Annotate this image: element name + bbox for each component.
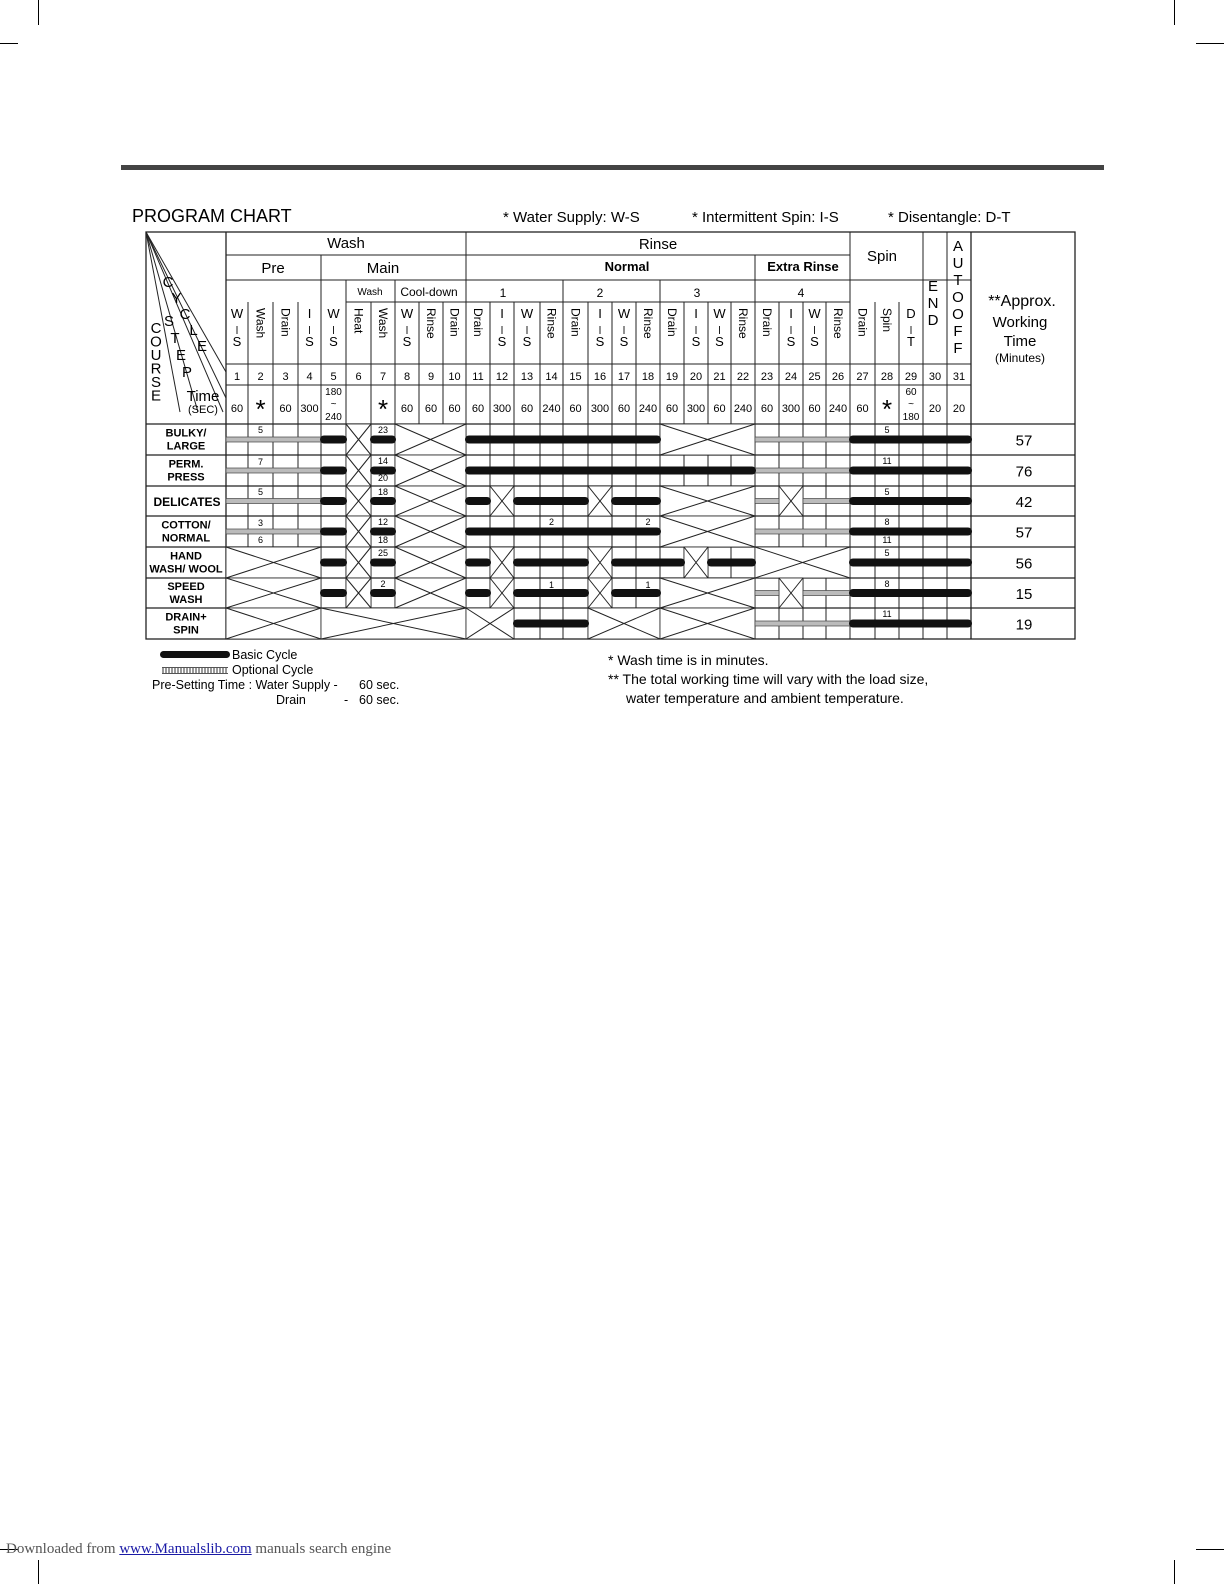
spin-time: 5 <box>884 425 890 435</box>
spin-time: 8 <box>884 517 890 527</box>
step-label: Rinse <box>544 308 559 339</box>
step-label: S <box>786 334 796 349</box>
course-name: LARGE <box>166 440 206 453</box>
auto-off-letter: U <box>952 255 964 272</box>
course-letter: U <box>150 347 162 364</box>
basic-cycle-bar <box>370 497 396 505</box>
step-number: 16 <box>593 371 607 383</box>
step-label: W <box>808 306 821 321</box>
basic-cycle-bar <box>849 589 972 597</box>
auto-off-letter: A <box>952 238 964 255</box>
cycle-letter: C <box>179 306 191 323</box>
rinse-3-label: 3 <box>693 286 701 300</box>
wash-time: 14 <box>377 456 389 466</box>
course-name: DELICATES <box>153 495 221 509</box>
footer <box>6 1541 391 1558</box>
step-time: ~ <box>330 399 337 410</box>
footer-link[interactable]: www.Manualslib.com <box>119 1541 252 1557</box>
step-time: 300 <box>686 403 706 415</box>
wash-time: 25 <box>377 548 389 558</box>
basic-cycle-bar <box>513 497 589 505</box>
notes-block <box>608 651 928 708</box>
basic-cycle-bar <box>707 559 756 567</box>
step-time: 240 <box>733 403 753 415</box>
step-time: 180 <box>902 412 920 423</box>
step-label: I <box>789 306 793 321</box>
step-number: 1 <box>233 371 241 383</box>
step-label: Rinse <box>424 308 438 339</box>
optional-cycle-bar <box>803 499 850 504</box>
basic-cycle-bar <box>465 436 661 444</box>
spin-time: 8 <box>884 579 890 589</box>
basic-cycle-bar <box>513 589 589 597</box>
end-letter: E <box>927 278 939 295</box>
presetting-drain-label: Drain <box>276 693 306 707</box>
optional-cycle-bar <box>226 529 321 534</box>
step-label: Drain <box>278 308 293 337</box>
optional-cycle-bar <box>226 499 321 504</box>
step-number: 13 <box>520 371 534 383</box>
step-number: 28 <box>880 371 894 383</box>
course-name: NORMAL <box>161 532 211 545</box>
auto-off-letter: O <box>952 306 964 323</box>
step-time: 20 <box>928 403 942 415</box>
basic-cycle-bar <box>513 559 589 567</box>
step-number: 17 <box>617 371 631 383</box>
step-label: W <box>520 306 534 321</box>
time-axis-label: Time <box>186 388 220 405</box>
basic-cycle-bar <box>370 436 396 444</box>
step-time-star: * <box>255 394 266 424</box>
basic-cycle-bar <box>320 436 347 444</box>
cycle-letter: L <box>189 322 198 339</box>
spin-time: 5 <box>884 487 890 497</box>
crop-mark <box>38 1560 39 1584</box>
crop-mark <box>1196 1549 1224 1550</box>
step-label: S <box>691 334 701 349</box>
wash-time: 12 <box>377 517 389 527</box>
basic-cycle-bar <box>849 559 972 567</box>
step-letter: S <box>163 313 175 330</box>
wash-time: 20 <box>377 473 389 483</box>
course-minutes: 57 <box>1015 432 1033 450</box>
step-time: 20 <box>952 403 966 415</box>
time-label: Time <box>1003 333 1037 350</box>
cycle-letter: C <box>162 274 174 291</box>
step-time: 240 <box>542 403 561 415</box>
step-label: S <box>232 334 242 349</box>
course-name: BULKY/ <box>165 427 207 440</box>
course-name: HAND <box>170 550 202 563</box>
auto-off-letter: O <box>952 289 964 306</box>
step-label: Drain <box>665 308 679 337</box>
step-label: I <box>500 306 504 321</box>
step-time: 60 <box>520 403 534 415</box>
rinse-2-label: 2 <box>596 286 604 300</box>
step-time: 60 <box>808 403 821 415</box>
group-spin: Spin <box>866 248 898 265</box>
step-label: S <box>402 334 412 349</box>
auto-off-letter: F <box>953 340 963 357</box>
legend-optional-label: Optional Cycle <box>232 663 314 677</box>
rinse-time: 2 <box>548 517 555 527</box>
wash-time: 2 <box>380 579 386 589</box>
subgroup-cool-down: Cool-down <box>400 285 458 299</box>
step-number: 11 <box>472 371 484 383</box>
step-number: 2 <box>257 371 264 383</box>
step-number: 14 <box>545 371 558 383</box>
subgroup-extra-rinse: Extra Rinse <box>767 259 839 274</box>
step-time: 60 <box>856 403 869 415</box>
step-label: W <box>327 306 340 321</box>
step-time: 300 <box>590 403 610 415</box>
wash-time: 5 <box>257 425 264 435</box>
course-letter: O <box>150 333 162 351</box>
optional-cycle-bar <box>755 591 779 596</box>
optional-cycle-bar <box>803 591 850 596</box>
step-number: 23 <box>760 371 774 383</box>
step-label: S <box>497 334 507 349</box>
step-number: 29 <box>904 371 918 383</box>
step-letter: T <box>170 330 180 347</box>
step-label: S <box>329 334 338 349</box>
page-title: PROGRAM CHART <box>132 206 292 226</box>
optional-cycle-bar <box>226 468 321 473</box>
step-number: 22 <box>736 371 750 383</box>
end-letter: D <box>927 312 939 329</box>
step-label: Wash <box>376 308 390 339</box>
step-number: 3 <box>282 371 289 383</box>
optional-cycle-swatch <box>162 667 228 674</box>
step-label: Drain <box>471 308 485 337</box>
basic-cycle-bar <box>513 620 589 628</box>
basic-cycle-bar <box>849 467 972 475</box>
group-rinse: Rinse <box>638 236 678 253</box>
wash-time: 5 <box>257 487 264 497</box>
basic-cycle-bar <box>320 467 347 475</box>
basic-cycle-bar <box>320 559 347 567</box>
step-label: S <box>810 334 819 349</box>
step-label: Drain <box>447 308 462 337</box>
step-time: 300 <box>300 403 319 415</box>
presetting-drain-value: 60 sec. <box>359 693 400 707</box>
step-time: 60 <box>471 403 485 415</box>
step-label: Drain <box>760 308 774 337</box>
wash-time: 6 <box>257 535 264 545</box>
step-time: 240 <box>325 412 342 423</box>
step-label: I <box>598 306 602 321</box>
presetting-dash: - <box>344 693 349 707</box>
course-letter: S <box>150 374 162 391</box>
step-label: W <box>617 306 631 321</box>
course-minutes: 57 <box>1015 524 1033 542</box>
step-label: S <box>619 334 629 349</box>
basic-cycle-bar <box>849 620 972 628</box>
end-letter: N <box>927 295 939 312</box>
basic-cycle-bar <box>370 559 396 567</box>
step-label: D <box>906 306 916 321</box>
step-label: Rinse <box>641 308 655 339</box>
abbr-disentangle: * Disentangle: D-T <box>888 209 1011 226</box>
program-chart-table <box>0 0 1224 720</box>
step-time: 60 <box>400 403 414 415</box>
step-letter: E <box>175 347 187 364</box>
step-time: 300 <box>781 403 801 415</box>
optional-cycle-bar <box>226 437 321 442</box>
step-label: T <box>907 334 915 349</box>
step-time-star: * <box>881 394 893 424</box>
step-time-star: * <box>377 394 389 424</box>
optional-cycle-bar <box>755 529 850 534</box>
step-label: W <box>400 306 414 321</box>
course-minutes: 42 <box>1015 494 1033 511</box>
step-number: 4 <box>306 371 313 383</box>
step-time: 60 <box>230 403 244 415</box>
course-name: COTTON/ <box>161 519 211 532</box>
step-label: S <box>305 334 314 349</box>
auto-off-letter: F <box>953 323 963 340</box>
step-label: Heat <box>351 308 366 334</box>
course-name: PRESS <box>167 471 205 484</box>
course-minutes: 76 <box>1015 463 1033 481</box>
course-name: DRAIN+ <box>165 611 207 624</box>
step-label: S <box>595 334 605 349</box>
wash-time: 3 <box>257 518 264 528</box>
course-minutes: 15 <box>1015 586 1033 603</box>
step-label: S <box>522 334 532 349</box>
step-number: 26 <box>831 371 845 383</box>
step-time: 60 <box>665 403 679 415</box>
cycle-letter: Y <box>171 290 182 307</box>
basic-cycle-bar <box>849 497 972 505</box>
step-number: 30 <box>928 371 942 383</box>
step-time: 60 <box>617 403 631 415</box>
step-time: 300 <box>492 403 512 415</box>
step-time: 180 <box>325 387 342 398</box>
step-number: 19 <box>665 371 679 383</box>
step-number: 12 <box>495 371 509 383</box>
rinse-time: 1 <box>645 580 651 590</box>
step-number: 7 <box>379 371 387 383</box>
wash-time: 23 <box>377 425 389 435</box>
note-wash-time: * Wash time is in minutes. <box>608 652 769 668</box>
course-letter: R <box>150 360 162 378</box>
basic-cycle-bar <box>611 589 661 597</box>
step-label: Rinse <box>736 308 750 339</box>
step-time: 60 <box>424 403 438 415</box>
basic-cycle-bar <box>320 528 347 536</box>
step-time: 60 <box>905 387 917 398</box>
step-label: S <box>715 334 724 349</box>
course-letter: C <box>150 320 162 337</box>
sec-label: (SEC) <box>188 404 218 416</box>
step-number: 8 <box>403 371 411 383</box>
minutes-label: (Minutes) <box>994 351 1046 365</box>
step-label: Rinse <box>831 308 845 339</box>
basic-cycle-bar <box>849 436 972 444</box>
step-time: 60 <box>713 403 726 415</box>
step-time: 240 <box>828 403 848 415</box>
presetting-label: Pre-Setting Time : Water Supply - <box>152 678 338 692</box>
auto-off-letter: T <box>953 272 963 289</box>
step-number: 20 <box>689 371 703 383</box>
spin-time: 11 <box>882 609 892 619</box>
course-name: WASH <box>169 594 203 606</box>
basic-cycle-bar <box>320 589 347 597</box>
subgroup-normal: Normal <box>604 259 650 274</box>
subgroup-pre: Pre <box>261 260 285 277</box>
spin-time: 11 <box>882 456 892 466</box>
rinse-4-label: 4 <box>797 286 805 300</box>
wash-time: 7 <box>257 457 264 467</box>
step-label: Wash <box>253 308 268 339</box>
basic-cycle-bar <box>611 559 685 567</box>
basic-cycle-bar <box>465 528 661 536</box>
course-name: PERM. <box>168 458 204 471</box>
course-name: SPIN <box>173 624 199 637</box>
basic-cycle-swatch <box>160 651 230 658</box>
footer-suffix: manuals search engine <box>251 1541 392 1557</box>
basic-cycle-bar <box>465 467 756 475</box>
step-number: 25 <box>808 371 821 383</box>
step-number: 6 <box>355 371 362 383</box>
presetting-ws-value: 60 sec. <box>359 678 400 692</box>
footer-prefix: Downloaded from <box>6 1541 120 1557</box>
step-time: 240 <box>638 403 658 415</box>
group-wash: Wash <box>327 235 365 252</box>
optional-cycle-bar <box>755 499 779 504</box>
approx-label: **Approx. <box>988 293 1056 310</box>
subgroup-main: Main <box>366 260 400 277</box>
rinse-time: 1 <box>548 580 555 590</box>
step-number: 31 <box>952 371 966 383</box>
step-label: I <box>307 306 312 321</box>
step-time: ~ <box>908 399 914 410</box>
step-letter: P <box>181 364 193 381</box>
step-time: 60 <box>279 403 292 415</box>
note-working-2: water temperature and ambient temperature. <box>626 690 904 706</box>
basic-cycle-bar <box>465 559 491 567</box>
step-number: 21 <box>713 371 726 383</box>
step-number: 10 <box>448 371 461 383</box>
abbr-intermittent-spin: * Intermittent Spin: I-S <box>692 209 839 226</box>
step-label: W <box>713 306 726 321</box>
crop-mark <box>1174 1560 1175 1584</box>
step-number: 5 <box>330 371 337 383</box>
working-label: Working <box>992 314 1048 331</box>
step-label: Drain <box>855 308 870 337</box>
step-number: 24 <box>784 371 798 383</box>
step-label: Spin <box>880 308 894 333</box>
note-working-1: ** The total working time will vary with the load size, <box>608 671 929 687</box>
spin-time: 5 <box>884 548 890 558</box>
step-label: I <box>694 306 698 321</box>
optional-cycle-bar <box>755 621 850 626</box>
optional-cycle-bar <box>755 437 850 442</box>
wash-time: 18 <box>377 487 389 497</box>
step-time: 60 <box>448 403 461 415</box>
step-time: 60 <box>760 403 774 415</box>
course-minutes: 56 <box>1015 555 1033 573</box>
abbr-water-supply: * Water Supply: W-S <box>503 209 640 226</box>
wash-time: 18 <box>377 535 389 545</box>
basic-cycle-bar <box>370 589 396 597</box>
step-time: 60 <box>569 403 582 415</box>
optional-cycle-bar <box>755 468 850 473</box>
spin-time: 11 <box>882 535 892 545</box>
basic-cycle-bar <box>320 497 347 505</box>
course-name: SPEED <box>167 581 205 593</box>
basic-cycle-bar <box>465 589 491 597</box>
step-number: 15 <box>569 371 582 383</box>
basic-cycle-bar <box>465 497 491 505</box>
course-minutes: 19 <box>1015 616 1033 634</box>
step-label: W <box>230 306 244 321</box>
course-letter: E <box>150 387 162 405</box>
basic-cycle-bar <box>611 497 661 505</box>
step-number: 18 <box>641 371 655 383</box>
legend-basic-label: Basic Cycle <box>232 648 298 662</box>
cycle-letter: E <box>196 338 208 355</box>
step-number: 9 <box>427 371 435 383</box>
basic-cycle-bar <box>849 528 972 536</box>
rinse-1-label: 1 <box>499 286 507 300</box>
course-name: WASH/ WOOL <box>149 563 223 576</box>
step-label: Drain <box>568 308 583 337</box>
rinse-time: 2 <box>645 517 651 527</box>
step-number: 27 <box>856 371 869 383</box>
subgroup-main-wash: Wash <box>357 287 383 298</box>
